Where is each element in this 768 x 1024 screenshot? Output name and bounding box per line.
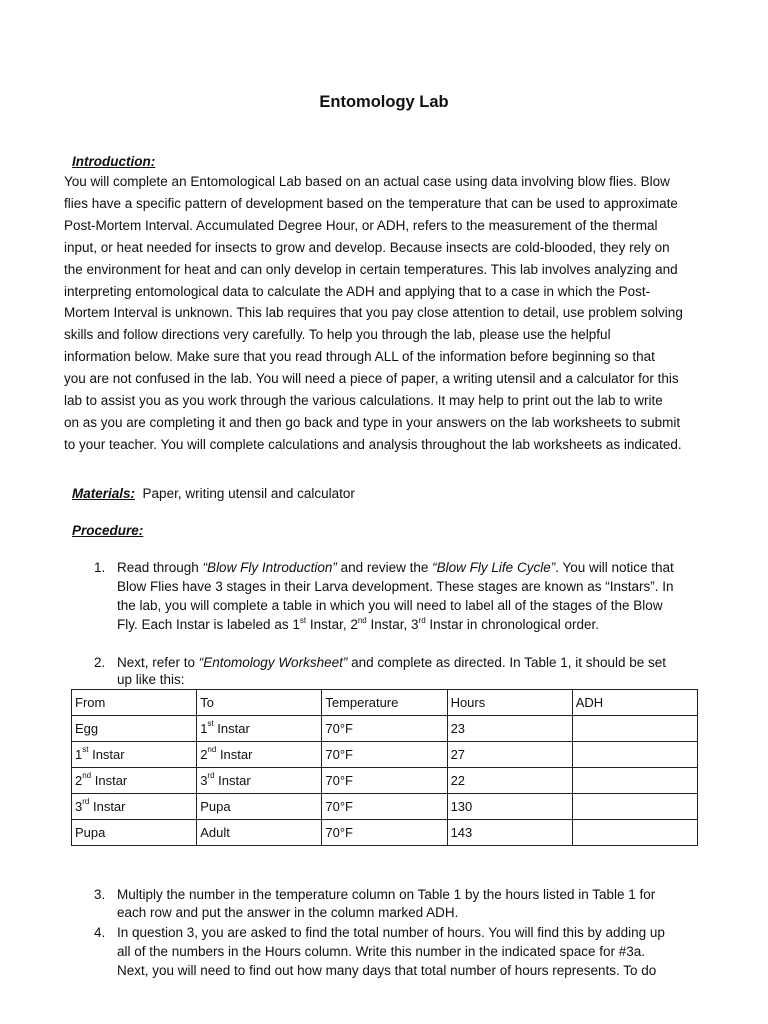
cell-temperature: 70°F xyxy=(322,742,447,768)
materials-text: Paper, writing utensil and calculator xyxy=(142,486,355,501)
table-row xyxy=(72,820,698,846)
step-text-part: Instar, 3 xyxy=(366,617,419,632)
procedure-heading: Procedure: xyxy=(72,523,144,538)
cell-temperature: 70°F xyxy=(322,794,447,820)
cell-from: 3rd Instar xyxy=(72,794,197,820)
step-text-part: Instar in chronological order. xyxy=(425,617,600,632)
cell-to: Pupa xyxy=(197,794,322,820)
step-text-italic: “Entomology Worksheet” xyxy=(198,655,348,670)
cell-temperature: 70°F xyxy=(322,716,447,742)
cell-adh xyxy=(572,716,697,742)
step-text-part: and complete as directed. In Table 1, it should be set up like this: xyxy=(117,655,667,687)
step-text: Multiply the number in the temperature column on Table 1 by the hours listed in Table 1 for each row and put the answer in the column marked ADH. xyxy=(117,887,656,920)
procedure-step-1 xyxy=(94,558,704,634)
page-title: Entomology Lab xyxy=(319,93,449,111)
step-number: 3. xyxy=(94,887,106,902)
cell-to: 3rd Instar xyxy=(197,768,322,794)
cell-adh xyxy=(572,794,697,820)
header-cell: Hours xyxy=(447,690,572,716)
cell-adh xyxy=(572,768,697,794)
step-text-part: . You will notice that Blow Flies have 3 stages in their Larva development. These stages are known as “Instars”. In the lab, you will complete a table in which you will need to label all of the stages of the Blow Fly. Each Instar is labeled as 1 xyxy=(117,560,674,632)
table-row xyxy=(72,794,698,820)
table-row xyxy=(72,742,698,768)
cell-hours: 22 xyxy=(447,768,572,794)
cell-to: Adult xyxy=(197,820,322,846)
cell-adh xyxy=(572,820,697,846)
step-text-italic: “Blow Fly Life Cycle” xyxy=(432,560,556,575)
header-cell: To xyxy=(197,690,322,716)
header-cell: From xyxy=(72,690,197,716)
step-text xyxy=(117,654,704,688)
cell-from: 2nd Instar xyxy=(72,768,197,794)
step-number: 2. xyxy=(94,655,106,670)
cell-temperature: 70°F xyxy=(322,768,447,794)
cell-to: 1st Instar xyxy=(197,716,322,742)
materials-line xyxy=(72,483,355,505)
step-text: In question 3, you are asked to find the total number of hours. You will find this by adding up all of the numbers in the Hours column. Write this number in the indicated space for #3a. Next, you will need to find out how many days that total number of hours represents. To do xyxy=(117,925,665,978)
cell-hours: 27 xyxy=(447,742,572,768)
procedure-step-4 xyxy=(94,923,704,980)
cell-hours: 143 xyxy=(447,820,572,846)
table-row xyxy=(72,716,698,742)
cell-temperature: 70°F xyxy=(322,820,447,846)
cell-adh xyxy=(572,742,697,768)
introduction-body: You will complete an Entomological Lab based on an actual case using data involving blow flies. Blow flies have a specific pattern of development based on the temperature that can be used to approximate Post-Mortem Interval. Accumulated Degree Hour, or ADH, refers to the measurement of the thermal input, or heat needed for insects to grow and develop. Because insects are cold-blooded, they rely on the environment for heat and can only develop in certain temperatures. This lab involves analyzing and interpreting entomological data to calculate the ADH and applying that to a case in which the Post- Mortem Interval is unknown. This lab requires that you pay close attention to detail, use problem solving skills and follow directions very carefully. To help you through the lab, please use the helpful information below. Make sure that you read through ALL of the information before beginning so that you are not confused in the lab. You will need a piece of paper, a writing utensil and a calculator for this lab to assist you as you work through the various calculations. It may help to print out the lab to write on as you are completing it and then go back and type in your answers on the lab worksheets to submit to your teacher. You will complete calculations and analysis throughout the lab worksheets as indicated. xyxy=(64,174,683,452)
table-row xyxy=(72,768,698,794)
procedure-step-3 xyxy=(94,886,704,922)
step-text-part: Read through xyxy=(117,560,203,575)
step-number: 4. xyxy=(94,925,106,940)
ordinal-sup: nd xyxy=(357,615,367,625)
ordinal-sup: rd xyxy=(418,615,426,625)
cell-to: 2nd Instar xyxy=(197,742,322,768)
step-text xyxy=(117,558,704,634)
cell-hours: 130 xyxy=(447,794,572,820)
materials-label: Materials: xyxy=(72,486,136,501)
cell-from: Egg xyxy=(72,716,197,742)
step-number: 1. xyxy=(94,560,106,575)
cell-hours: 23 xyxy=(447,716,572,742)
step-text-part: Next, refer to xyxy=(117,655,199,670)
header-cell: Temperature xyxy=(322,690,447,716)
step-text-part: Instar, 2 xyxy=(306,617,358,632)
step-text-italic: “Blow Fly Introduction” xyxy=(202,560,337,575)
ordinal-sup: st xyxy=(299,615,307,625)
table-1 xyxy=(71,689,698,846)
cell-from: 1st Instar xyxy=(72,742,197,768)
header-cell: ADH xyxy=(572,690,697,716)
cell-from: Pupa xyxy=(72,820,197,846)
step-text-part: and review the xyxy=(336,560,433,575)
table-header-row xyxy=(72,690,698,716)
introduction-heading: Introduction: xyxy=(72,154,156,169)
procedure-step-2 xyxy=(94,654,704,688)
